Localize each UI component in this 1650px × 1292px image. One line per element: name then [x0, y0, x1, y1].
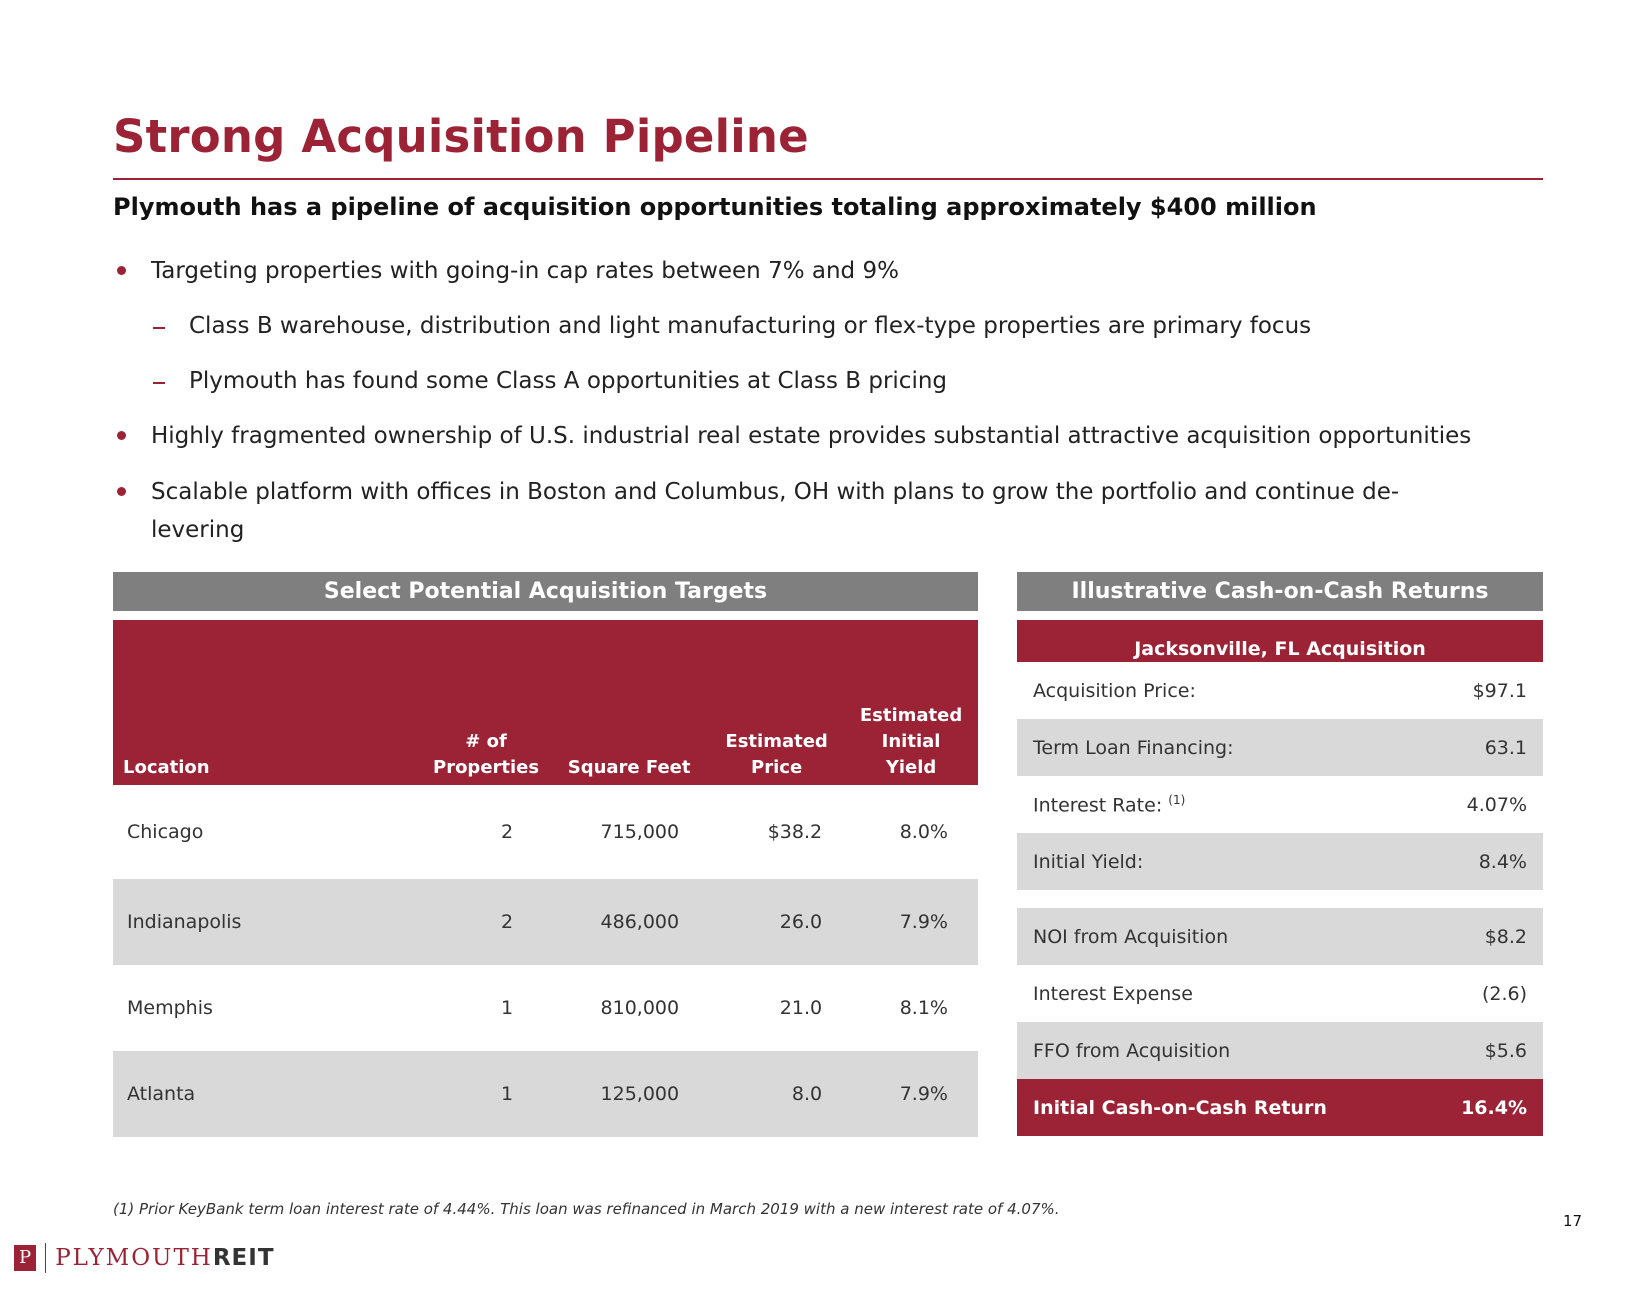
title-divider — [113, 178, 1543, 180]
returns-label: Term Loan Financing: — [1017, 719, 1421, 776]
returns-label: NOI from Acquisition — [1017, 908, 1421, 965]
plymouth-reit-logo — [14, 1243, 275, 1277]
returns-row — [1017, 965, 1543, 1022]
targets-header-row — [113, 620, 978, 785]
cell-location: Atlanta — [113, 1051, 423, 1137]
returns-value: 4.07% — [1466, 793, 1527, 816]
col-estimated-price: Estimated Price — [709, 620, 844, 785]
returns-value: (2.6) — [1481, 982, 1527, 1005]
returns-value: $5.6 — [1421, 1022, 1543, 1079]
spacer-row — [1017, 890, 1543, 908]
returns-total-row — [1017, 1079, 1543, 1136]
returns-row — [1017, 719, 1543, 776]
cell-price: $38.2 — [767, 821, 823, 843]
returns-row — [1017, 1022, 1543, 1079]
returns-row — [1017, 776, 1543, 833]
cell-yield: 8.0% — [899, 821, 948, 843]
table-row — [113, 879, 978, 965]
logo-divider — [45, 1243, 46, 1273]
returns-row — [1017, 833, 1543, 890]
returns-subheader-row — [1017, 620, 1543, 662]
cell-square-feet: 125,000 — [549, 1051, 709, 1137]
col-properties: # of Properties — [423, 620, 549, 785]
cell-location: Indianapolis — [113, 879, 423, 965]
logo-reit: REIT — [212, 1245, 275, 1271]
returns-value: 63.1 — [1421, 719, 1543, 776]
returns-subheader: Jacksonville, FL Acquisition — [1017, 620, 1543, 662]
cell-square-feet: 715,000 — [600, 821, 680, 843]
returns-label: Acquisition Price: — [1033, 679, 1196, 702]
footnote: (1) Prior KeyBank term loan interest rate of 4.44%. This loan was refinanced in March 2019 with a new interest rate of 4.07%. — [113, 1200, 1060, 1218]
dash-icon — [153, 327, 165, 329]
cell-yield: 7.9% — [844, 1051, 978, 1137]
returns-label: Initial Yield: — [1017, 833, 1421, 890]
bullet-dot-icon — [117, 487, 126, 496]
cell-square-feet: 486,000 — [549, 879, 709, 965]
returns-label: FFO from Acquisition — [1017, 1022, 1421, 1079]
page-number: 17 — [1563, 1212, 1583, 1230]
cell-properties: 1 — [423, 1051, 549, 1137]
cell-square-feet: 810,000 — [600, 997, 680, 1019]
returns-header: Illustrative Cash-on-Cash Returns — [1017, 572, 1543, 611]
returns-value: $8.2 — [1421, 908, 1543, 965]
col-estimated-yield: Estimated Initial Yield — [844, 620, 978, 785]
bullet-dot-icon — [117, 431, 126, 440]
cell-yield: 8.1% — [899, 997, 948, 1019]
targets-table — [113, 620, 978, 1137]
page-title: Strong Acquisition Pipeline — [113, 110, 809, 163]
cell-properties: 2 — [501, 821, 514, 843]
cell-location: Chicago — [127, 821, 204, 843]
returns-value: $97.1 — [1472, 679, 1527, 702]
targets-header: Select Potential Acquisition Targets — [113, 572, 978, 611]
bullet-item: Scalable platform with offices in Boston and Columbus, OH with plans to grow the portfolio and continue de- — [151, 479, 1400, 505]
returns-label: Interest Rate: $^{(1)}$ — [1033, 792, 1186, 817]
cell-properties: 1 — [501, 997, 514, 1019]
returns-label: Initial Cash-on-Cash Return — [1017, 1079, 1421, 1136]
returns-row — [1017, 908, 1543, 965]
table-row — [113, 1051, 978, 1137]
page-subtitle: Plymouth has a pipeline of acquisition opportunities totaling approximately $400 million — [113, 193, 1317, 221]
sub-bullet-item: Plymouth has found some Class A opportunities at Class B pricing — [189, 368, 948, 394]
bullet-item-continuation: levering — [151, 517, 245, 543]
bullet-item: Targeting properties with going-in cap rates between 7% and 9% — [151, 258, 899, 284]
bullet-dot-icon — [117, 266, 126, 275]
sub-bullet-item: Class B warehouse, distribution and light manufacturing or flex-type properties are primary focus — [189, 313, 1312, 339]
cell-price: 21.0 — [779, 997, 823, 1019]
returns-table — [1017, 620, 1543, 1136]
bullet-item: Highly fragmented ownership of U.S. industrial real estate provides substantial attractive acquisition opportunities — [151, 423, 1472, 449]
returns-row — [1017, 662, 1543, 719]
cell-price: 8.0 — [709, 1051, 844, 1137]
returns-value: 16.4% — [1421, 1079, 1543, 1136]
logo-name: PLYMOUTH — [55, 1245, 213, 1271]
dash-icon — [153, 382, 165, 384]
cell-yield: 7.9% — [844, 879, 978, 965]
col-square-feet: Square Feet — [549, 620, 709, 785]
cell-properties: 2 — [423, 879, 549, 965]
footnote-marker: (1) — [1168, 792, 1186, 807]
logo-mark: P — [14, 1245, 36, 1271]
returns-label: Interest Expense — [1033, 982, 1193, 1005]
table-row — [113, 785, 978, 879]
cell-price: 26.0 — [709, 879, 844, 965]
cell-location: Memphis — [127, 997, 213, 1019]
returns-value: 8.4% — [1421, 833, 1543, 890]
table-row — [113, 965, 978, 1051]
col-location: Location — [113, 620, 423, 785]
